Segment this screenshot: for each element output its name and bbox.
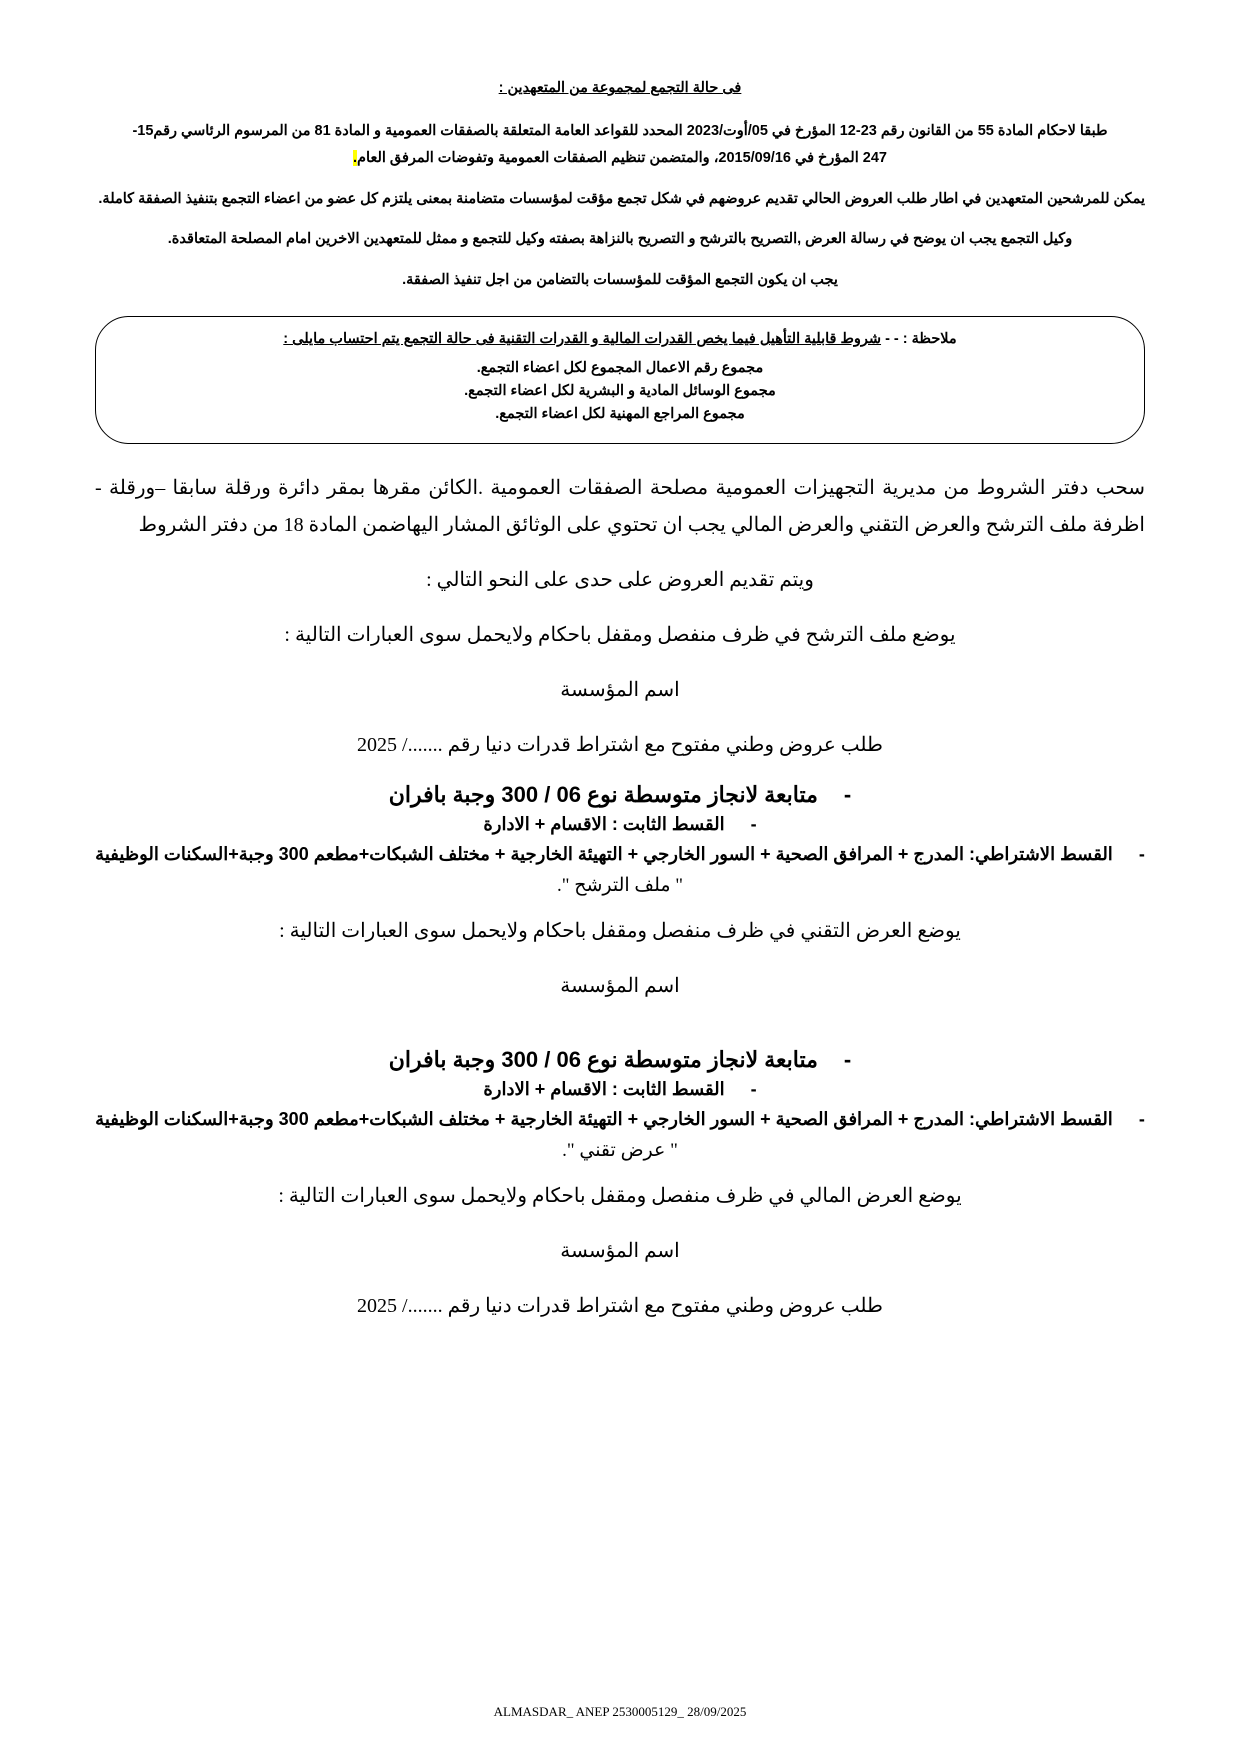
- solidarity-paragraph: يجب ان يكون التجمع المؤقت للمؤسسات بالتضامن من اجل تنفيذ الصفقة.: [402, 272, 838, 289]
- project-title-1: [95, 782, 1145, 808]
- list-item: [122, 403, 1118, 426]
- submission-paragraph: ويتم تقديم العروض على حدى على النحو التالي :: [426, 568, 814, 591]
- lot-conditional-text: القسط الاشتراطي: المدرج + المرافق الصحية + السور الخارجي + التهيئة الخارجية + مختلف الشبكات+مطعم 300 وجبة+السكنات الوظيفية: [95, 1108, 1113, 1129]
- note-item-list: [122, 357, 1118, 427]
- lot-conditional-1: [95, 841, 1145, 868]
- lot-fixed-text: القسط الثابت : الاقسام + الادارة: [483, 1078, 725, 1099]
- law-reference-line-1: طبقا لاحكام المادة 55 من القانون رقم 23-12 المؤرخ في 05/أوت/2023 المحدد للقواعد العامة المتعلقة بالصفقات العمومية و المادة 81 من المرسوم الرئاسي رقم15-: [132, 123, 1108, 139]
- document-body: [95, 80, 1145, 1325]
- highlighted-period: .: [353, 149, 358, 166]
- withdrawal-paragraph: سحب دفتر الشروط من مديرية التجهيزات العمومية مصلحة الصفقات العمومية .الكائن مقرها بمقر دائرة ورقلة سابقا –ورقلة - اظرفة ملف الترشح والعرض التقني والعرض المالي يجب ان تحتوي على الوثائق المشار اليهاضمن المادة 18 من دفتر الشروط: [95, 476, 1145, 536]
- page-footer: ALMASDAR_ ANEP 2530005129_ 28/09/2025: [493, 1704, 747, 1719]
- qualification-note-box: [95, 316, 1145, 444]
- law-reference-paragraph: [95, 118, 1145, 172]
- note-header-prefix: ملاحظة : - -: [885, 331, 957, 348]
- lot-conditional-2: [95, 1106, 1145, 1133]
- grouping-paragraph: يمكن للمرشحين المتعهدين في اطار طلب العروض الحالي تقديم عروضهم في شكل تجمع مؤقت لمؤسسات متضامنة بمعنى يلتزم كل عضو من اعضاء التجمع بتنفيذ الصفقة كاملة.: [98, 190, 1145, 207]
- note-item-text: مجموع الوسائل المادية و البشرية لكل اعضاء التجمع.: [464, 383, 776, 400]
- list-item: [122, 380, 1118, 403]
- lot-fixed-1: [95, 814, 1145, 835]
- technical-envelope-paragraph: يوضع العرض التقني في ظرف منفصل ومقفل باحكام ولايحمل سوى العبارات التالية :: [279, 919, 961, 942]
- company-name-label-1: اسم المؤسسة: [560, 678, 680, 701]
- project-title-text: متابعة لانجاز متوسطة نوع 06 / 300 وجبة بافران: [388, 781, 818, 807]
- lot-fixed-2: [95, 1079, 1145, 1100]
- agent-paragraph: وكيل التجمع يجب ان يوضح في رسالة العرض ,التصريح بالترشح و التصريح بالنزاهة بصفته وكيل للتجمع و ممثل للمتعهدين الاخرين امام المصلحة المتعاقدة.: [167, 231, 1073, 248]
- lot-fixed-text: القسط الثابت : الاقسام + الادارة: [483, 813, 725, 834]
- note-item-text: مجموع المراجع المهنية لكل اعضاء التجمع.: [495, 406, 745, 423]
- lot-conditional-text: القسط الاشتراطي: المدرج + المرافق الصحية + السور الخارجي + التهيئة الخارجية + مختلف الشبكات+مطعم 300 وجبة+السكنات الوظيفية: [95, 843, 1113, 864]
- tender-reference-1: طلب عروض وطني مفتوح مع اشتراط قدرات دنيا رقم ......./ 2025: [357, 733, 883, 756]
- law-reference-line-2: 247 المؤرخ في 2015/09/16، والمتضمن تنظيم الصفقات العمومية وتفوضات المرفق العام: [357, 149, 887, 166]
- financial-envelope-paragraph: يوضع العرض المالي في ظرف منفصل ومقفل باحكام ولايحمل سوى العبارات التالية :: [278, 1184, 962, 1207]
- dash-marker: -: [1138, 1108, 1145, 1129]
- note-header-underlined: شروط قابلية التأهيل فيما يخص القدرات المالية و القدرات التقنية فى حالة التجمع يتم احتساب مايلى :: [283, 331, 882, 348]
- dash-marker: -: [843, 1046, 852, 1072]
- envelope-label-candidature: " ملف الترشح ".: [556, 874, 684, 896]
- dash-marker: -: [750, 813, 757, 834]
- project-title-text: متابعة لانجاز متوسطة نوع 06 / 300 وجبة بافران: [388, 1046, 818, 1072]
- candidature-envelope-paragraph: يوضع ملف الترشح في ظرف منفصل ومقفل باحكام ولايحمل سوى العبارات التالية :: [284, 623, 956, 646]
- list-item: [122, 357, 1118, 380]
- note-header: [122, 331, 1118, 347]
- project-title-2: [95, 1047, 1145, 1073]
- section-heading: فى حالة التجمع لمجموعة من المتعهدين :: [498, 80, 742, 96]
- note-item-text: مجموع رقم الاعمال المجموع لكل اعضاء التجمع.: [476, 360, 764, 377]
- envelope-label-technical: " عرض تقني ".: [562, 1139, 678, 1161]
- dash-marker: -: [1138, 843, 1145, 864]
- tender-reference-2: طلب عروض وطني مفتوح مع اشتراط قدرات دنيا رقم ......./ 2025: [357, 1294, 883, 1317]
- company-name-label-2: اسم المؤسسة: [560, 974, 680, 997]
- dash-marker: -: [843, 781, 852, 807]
- dash-marker: -: [750, 1078, 757, 1099]
- company-name-label-3: اسم المؤسسة: [560, 1239, 680, 1262]
